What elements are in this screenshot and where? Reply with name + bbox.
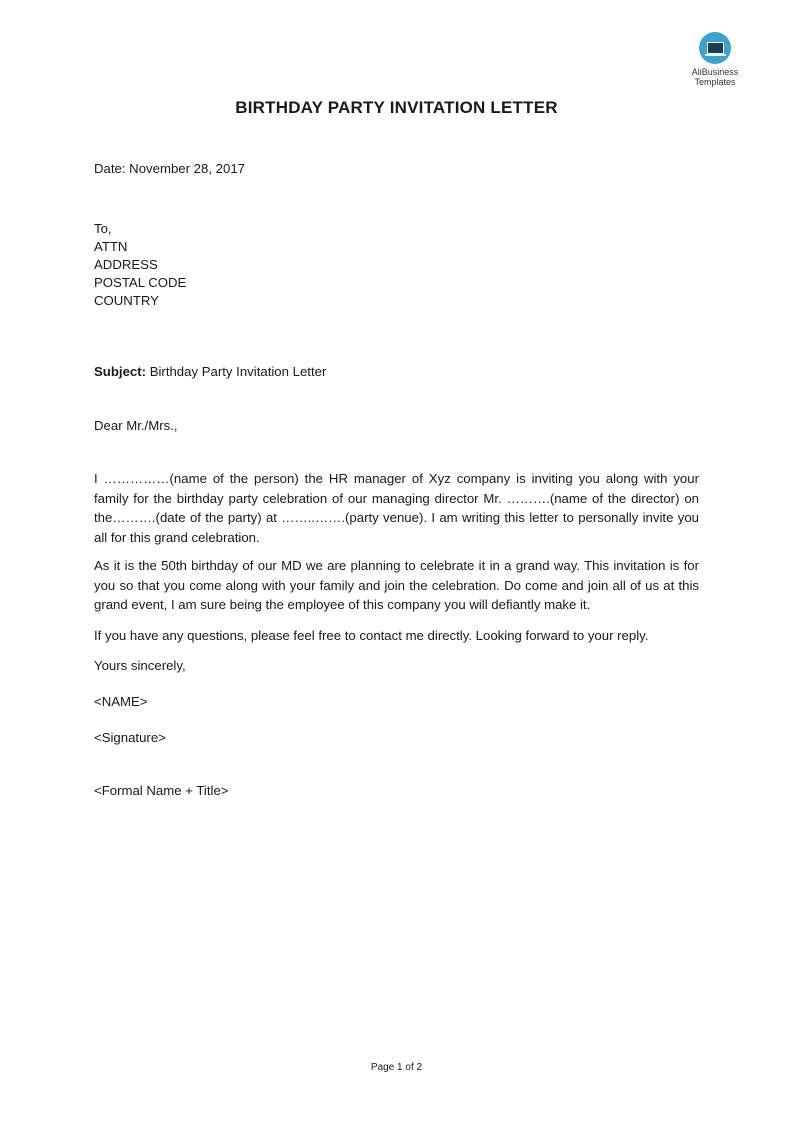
- subject-line: [94, 363, 326, 381]
- brand-logo: [684, 32, 746, 87]
- document-title: BIRTHDAY PARTY INVITATION LETTER: [235, 98, 558, 117]
- formal-name-placeholder: <Formal Name + Title>: [94, 783, 229, 798]
- brand-name-line1: AliBusiness: [691, 67, 739, 77]
- address-postal-code: POSTAL CODE: [94, 275, 187, 290]
- body-paragraph-2: As it is the 50th birthday of our MD we are planning to celebrate it in a grand way. This invitation is for you so that you come along with your family and join the celebration. Do come and join all of us at this grand event, I am sure being the employee of this company you will defiantly make it.: [94, 558, 699, 612]
- page-number: Page 1 of 2: [370, 1062, 423, 1073]
- body-paragraph-1: I ……………(name of the person) the HR manager of Xyz company is inviting you along with your family for the birthday party celebration of our managing director Mr. ……….(name of the director) on the……….(date of the party) at ……..…….(party venue). I am writing this letter to personally invite you all for this grand celebration.: [94, 471, 699, 545]
- body-paragraph-3: If you have any questions, please feel free to contact me directly. Looking forward to your reply.: [94, 628, 649, 643]
- address-line: ADDRESS: [94, 257, 158, 272]
- address-country: COUNTRY: [94, 293, 159, 308]
- address-attn: ATTN: [94, 239, 128, 254]
- date-line: Date: November 28, 2017: [94, 161, 246, 176]
- subject-text: Birthday Party Invitation Letter: [146, 364, 327, 379]
- laptop-icon: [699, 32, 731, 64]
- salutation: Dear Mr./Mrs.,: [94, 418, 178, 433]
- closing: Yours sincerely,: [94, 658, 186, 673]
- address-to: To,: [94, 221, 112, 236]
- name-placeholder: <NAME>: [94, 694, 148, 709]
- subject-label: Subject:: [94, 364, 147, 379]
- signature-placeholder: <Signature>: [94, 730, 166, 745]
- brand-name-line2: Templates: [694, 77, 736, 87]
